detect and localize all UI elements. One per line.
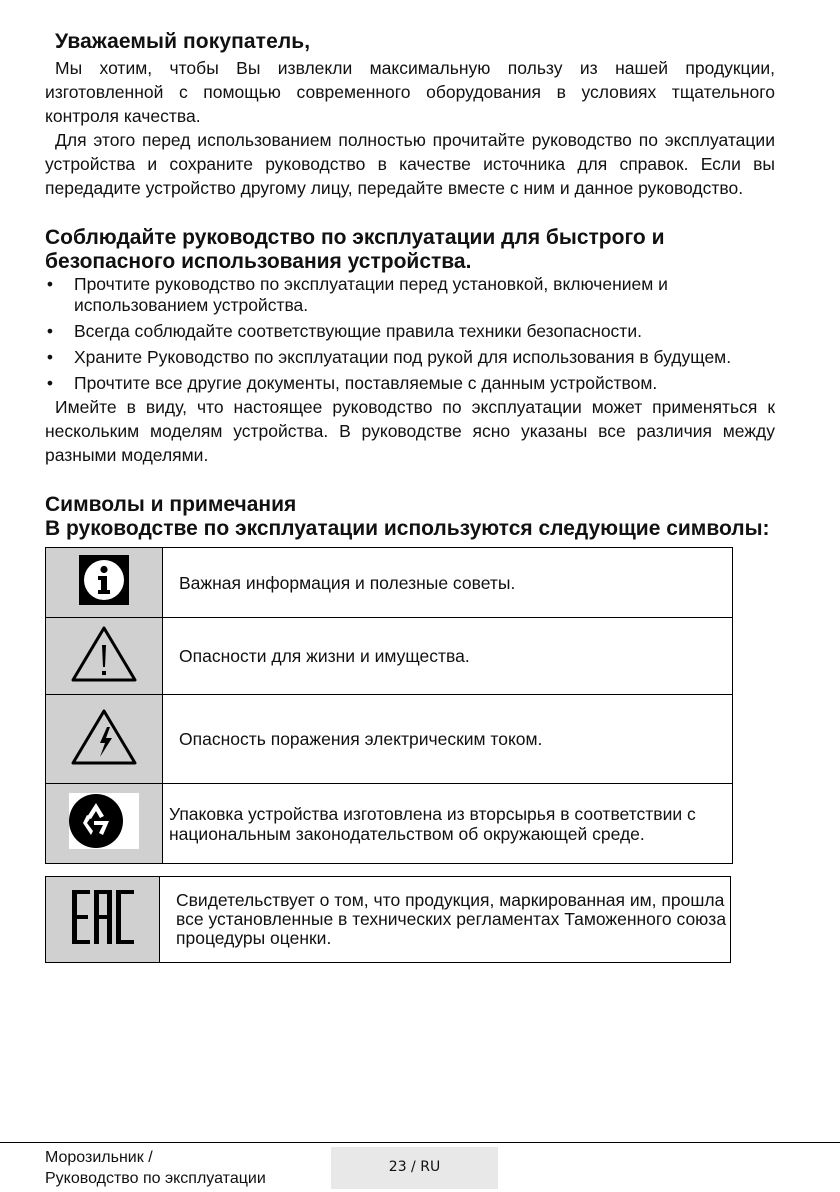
models-note: Имейте в виду, что настоящее руководство по эксплуатации может применяться к нескольким моделям устройства. В руководстве ясно указаны все различия между разными моделями.: [45, 397, 775, 465]
bullet-glyph: •: [46, 347, 54, 367]
table-row: [46, 784, 733, 864]
page-footer: [0, 1142, 840, 1187]
eac-description: Свидетельствует о том, что продукция, маркированная им, прошла все установленные в технических регламентах Таможенного союза процедуры оценки.: [160, 877, 731, 963]
list-item: [45, 274, 775, 316]
symbol-description: Опасности для жизни и имущества.: [163, 618, 733, 695]
symbol-description: Опасность поражения электрическим током.: [163, 695, 733, 784]
footer-manual: Руководство по эксплуатации: [45, 1170, 266, 1187]
list-item: [45, 373, 775, 394]
page-content: [45, 30, 775, 963]
recycle-icon: [69, 793, 139, 849]
symbols-title: Символы и примечания: [45, 493, 297, 516]
page-number: 23 / RU: [331, 1147, 498, 1189]
eac-mark-icon: [71, 887, 135, 947]
table-row: [46, 695, 733, 784]
bullet-text: Всегда соблюдайте соответствующие правила техники безопасности.: [74, 321, 642, 341]
footer-product: Морозильник /: [45, 1149, 153, 1166]
warning-icon: [69, 624, 139, 684]
symbol-description: Важная информация и полезные советы.: [163, 548, 733, 618]
list-item: [45, 321, 775, 342]
bullet-text: Храните Руководство по эксплуатации под рукой для использования в будущем.: [74, 347, 732, 367]
safety-title: Соблюдайте руководство по эксплуатации для быстрого и безопасного использования устройства.: [45, 226, 665, 273]
table-row: [46, 877, 731, 963]
bullet-glyph: •: [46, 321, 54, 341]
symbol-description: Упаковка устройства изготовлена из вторсырья в соответствии с национальным законодательством об окружающей среде.: [163, 784, 733, 864]
eac-table: [45, 876, 731, 963]
safety-bullet-list: [45, 274, 775, 394]
bullet-glyph: •: [46, 274, 54, 294]
table-row: [46, 618, 733, 695]
greeting-title: Уважаемый покупатель,: [55, 30, 311, 53]
info-icon: [79, 555, 129, 605]
bullet-text: Прочтите все другие документы, поставляемые с данным устройством.: [74, 373, 658, 393]
electric-shock-icon: [69, 707, 139, 767]
greeting-paragraph-1: Мы хотим, чтобы Вы извлекли максимальную пользу из нашей продукции, изготовленной с помощью современного оборудования в условиях тщательного контроля качества.: [45, 58, 775, 126]
table-row: [46, 548, 733, 618]
list-item: [45, 347, 775, 368]
symbols-table: [45, 547, 733, 864]
greeting-paragraph-2: Для этого перед использованием полностью прочитайте руководство по эксплуатации устройства и сохраните руководство в качестве источника для справок. Если вы передадите устройство другому лицу, передайте вместе с ним и данное руководство.: [45, 130, 775, 198]
symbols-subtitle: В руководстве по эксплуатации используются следующие символы:: [45, 517, 770, 540]
bullet-glyph: •: [46, 373, 54, 393]
bullet-text: Прочтите руководство по эксплуатации перед установкой, включением и использованием устройства.: [74, 274, 668, 315]
